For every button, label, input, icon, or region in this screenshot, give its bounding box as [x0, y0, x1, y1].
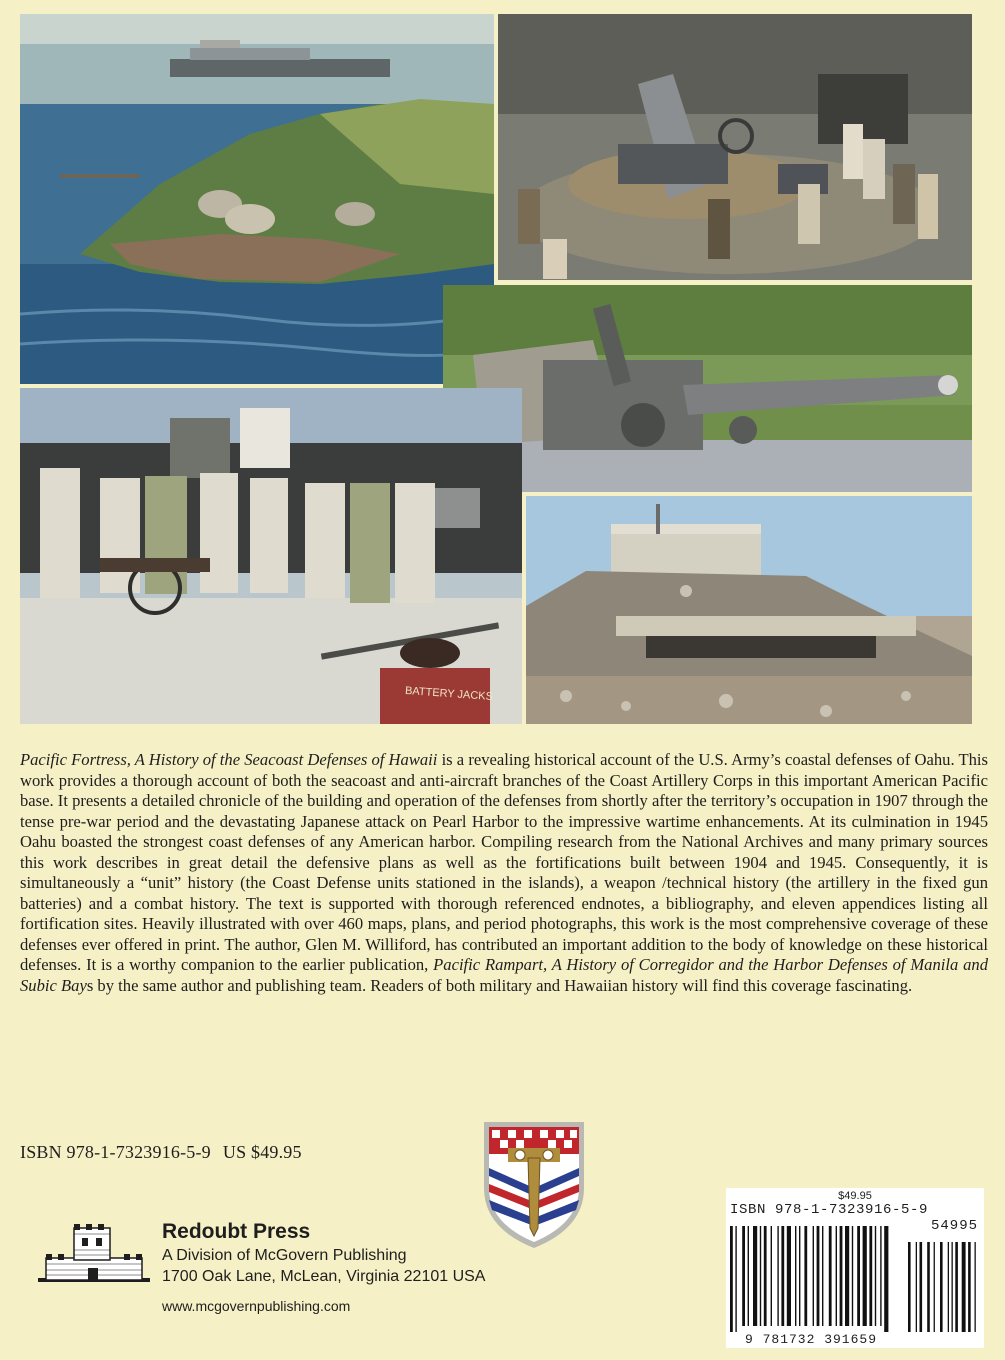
description-blurb [20, 750, 988, 996]
barcode-addon-digits: 54995 [930, 1218, 978, 1234]
publisher-name: Redoubt Press [162, 1220, 311, 1243]
barcode-addon-bar [916, 1242, 917, 1332]
publisher-info [162, 1219, 485, 1315]
photo-bunker [526, 496, 972, 724]
companion-title: Pacific Rampart, A History of Corregidor and the Harbor Defenses of Manila and Subic Bay [20, 955, 988, 995]
barcode-bar [771, 1226, 772, 1326]
photo-harbor-island [20, 14, 494, 384]
barcode-bar [817, 1226, 820, 1326]
barcode-bar [742, 1226, 745, 1326]
barcode-bars [728, 1220, 980, 1336]
barcode-addon-bar [962, 1242, 966, 1332]
barcode-addon-bar [940, 1242, 943, 1332]
barcode-bar [869, 1226, 872, 1326]
publisher-website[interactable]: www.mcgovernpublishing.com [162, 1298, 351, 1314]
barcode-addon-bar [934, 1242, 935, 1332]
fort-logo-icon [38, 1222, 150, 1286]
barcode-bar [829, 1226, 832, 1326]
photo-mortar-crew [498, 14, 972, 280]
barcode-bar [880, 1226, 881, 1326]
barcode-bar [863, 1226, 867, 1326]
regimental-crest-icon [478, 1118, 590, 1252]
publisher-address: 1700 Oak Lane, McLean, Virginia 22101 USA [162, 1268, 486, 1285]
barcode-bar [735, 1226, 736, 1332]
photo-gun-crew [20, 388, 522, 724]
bucket-label: BATTERY JACKS [404, 684, 494, 704]
barcode-bar [799, 1226, 800, 1326]
barcode-bar [730, 1226, 733, 1332]
barcode-bar [845, 1226, 849, 1326]
barcode-addon-bar [908, 1242, 911, 1332]
barcode-addon-bar [952, 1242, 953, 1332]
barcode-bar [813, 1226, 814, 1326]
barcode-bar [804, 1226, 807, 1326]
barcode-bar [795, 1226, 796, 1326]
book-title: Pacific Fortress, A History of the Seacoast Defenses of Hawaii [20, 750, 438, 769]
barcode-bar [777, 1226, 778, 1326]
barcode-bar [836, 1226, 837, 1326]
barcode-bar [787, 1226, 791, 1326]
barcode-bar [822, 1226, 823, 1326]
blurb-text-part1: is a revealing historical account of the U.S. Army’s coastal defenses of Oahu. This work provides a thorough account of both the seacoast and anti-aircraft branches of the Coast Artillery Corps in this important American Pacific base. It presents a detailed chronicle of the building and operation of the defenses from shortly after the territory’s occupation in 1907 through the tense pre-war period and the devastating Japanese attack on Pearl Harbor to the impressive wartime enhancements. At its culmination in 1945 Oahu boasted the strongest coast defenses of any American harbor. Compiling research from the National Archives and many primary sources this work describes in great detail the defensive plans as well as the fortifications built between 1904 and 1945. Consequently, it is simultaneously a “unit” history (the Coast Defense units stationed in the islands), a weapon /technical history (the artillery in the fixed gun batteries) and a combat history. The text is supported with thorough referenced endnotes, a bibliography, and eleven appendices listing all fortification sites. Heavily illustrated with over 460 maps, plans, and period photographs, this work is the most comprehensive coverage of these defenses ever offered in print. The author, Glen M. Williford, has contributed an important addition to the body of knowledge on these historical defenses. It is a worthy companion to the earlier publication, [20, 750, 988, 974]
barcode-isbn: ISBN 978-1-7323916-5-9 [730, 1202, 929, 1218]
isbn-text: ISBN 978-1-7323916-5-9 [20, 1142, 211, 1162]
price-text: US $49.95 [222, 1142, 302, 1162]
barcode-icon [726, 1188, 984, 1348]
isbn-price-line [20, 1142, 302, 1163]
barcode-bar [857, 1226, 860, 1326]
barcode-bar [781, 1226, 784, 1326]
barcode-price: $49.95 [838, 1190, 872, 1202]
barcode-bar [748, 1226, 749, 1326]
barcode-addon-bar [948, 1242, 949, 1332]
barcode-bar [852, 1226, 853, 1326]
publisher-division: A Division of McGovern Publishing [162, 1247, 407, 1264]
barcode-digits: 9 781732 391659 [744, 1332, 878, 1347]
barcode-bar [840, 1226, 843, 1326]
blurb-text-part2: s by the same author and publishing team. Readers of both military and Hawaiian history will find this coverage fascinating. [86, 975, 913, 995]
barcode-bar [884, 1226, 888, 1332]
barcode-addon-bar [927, 1242, 930, 1332]
barcode-bar [760, 1226, 761, 1326]
barcode-bar [875, 1226, 876, 1326]
barcode-bar [753, 1226, 757, 1326]
barcode-addon-bar [968, 1242, 971, 1332]
barcode-addon-bar [920, 1242, 923, 1332]
photo-coast-gun [443, 285, 972, 492]
barcode-addon-bar [975, 1242, 976, 1332]
barcode-addon-bar [955, 1242, 958, 1332]
barcode-bar [764, 1226, 767, 1326]
